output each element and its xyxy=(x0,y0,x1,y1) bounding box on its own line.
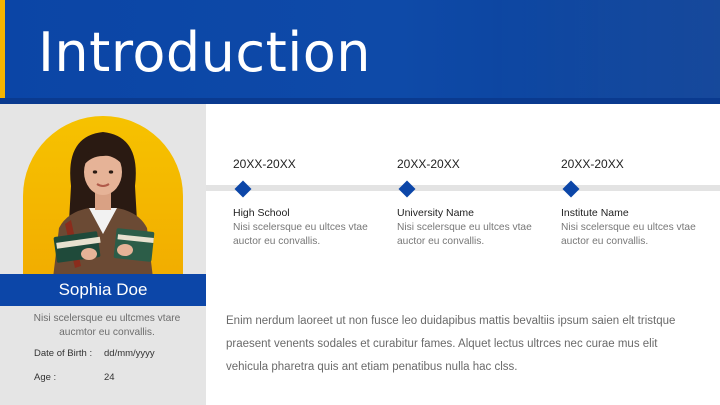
timeline-description: Nisi scelersque eu ultces vtae auctor eu convallis. xyxy=(561,222,696,247)
timeline-label: Institute Name xyxy=(561,207,629,219)
banner-glow xyxy=(490,0,720,98)
student-portrait-image xyxy=(23,116,183,278)
title-banner xyxy=(0,0,720,98)
timeline-description: Nisi scelersque eu ultces vtae auctor eu convallis. xyxy=(233,222,368,247)
diamond-icon xyxy=(235,181,252,198)
banner-accent-stripe xyxy=(0,0,5,98)
body-paragraph: Enim nerdum laoreet ut non fusce leo duidapibus mattis bevaltiis ipsum saien elt tristque praesent venents sodales et curabitur fames. Alquet lectus ultrces nec curae mus elit vehicula pharetra quis ant etiam penatibus nulla hac clss. xyxy=(226,315,676,373)
slide-title: Introduction xyxy=(38,21,372,84)
timeline-date: 20XX-20XX xyxy=(397,157,460,171)
timeline-track xyxy=(206,185,720,191)
profile-name: Sophia Doe xyxy=(0,274,206,306)
timeline-description: Nisi scelersque eu ultces vtae auctor eu convallis. xyxy=(397,222,532,247)
timeline-date: 20XX-20XX xyxy=(561,157,624,171)
date-of-birth-value: dd/mm/yyyy xyxy=(104,348,155,359)
profile-sidebar xyxy=(0,104,206,405)
profile-photo-frame xyxy=(23,116,183,278)
date-of-birth-label: Date of Birth : xyxy=(34,348,93,359)
diamond-icon xyxy=(563,181,580,198)
diamond-icon xyxy=(399,181,416,198)
age-label: Age : xyxy=(34,372,57,383)
timeline-label: University Name xyxy=(397,207,475,219)
timeline-label: High School xyxy=(233,207,290,219)
profile-bio: Nisi scelersque eu ultcmes vtare aucmtor eu convallis. xyxy=(33,313,181,338)
timeline-date: 20XX-20XX xyxy=(233,157,296,171)
age-value: 24 xyxy=(104,372,115,383)
